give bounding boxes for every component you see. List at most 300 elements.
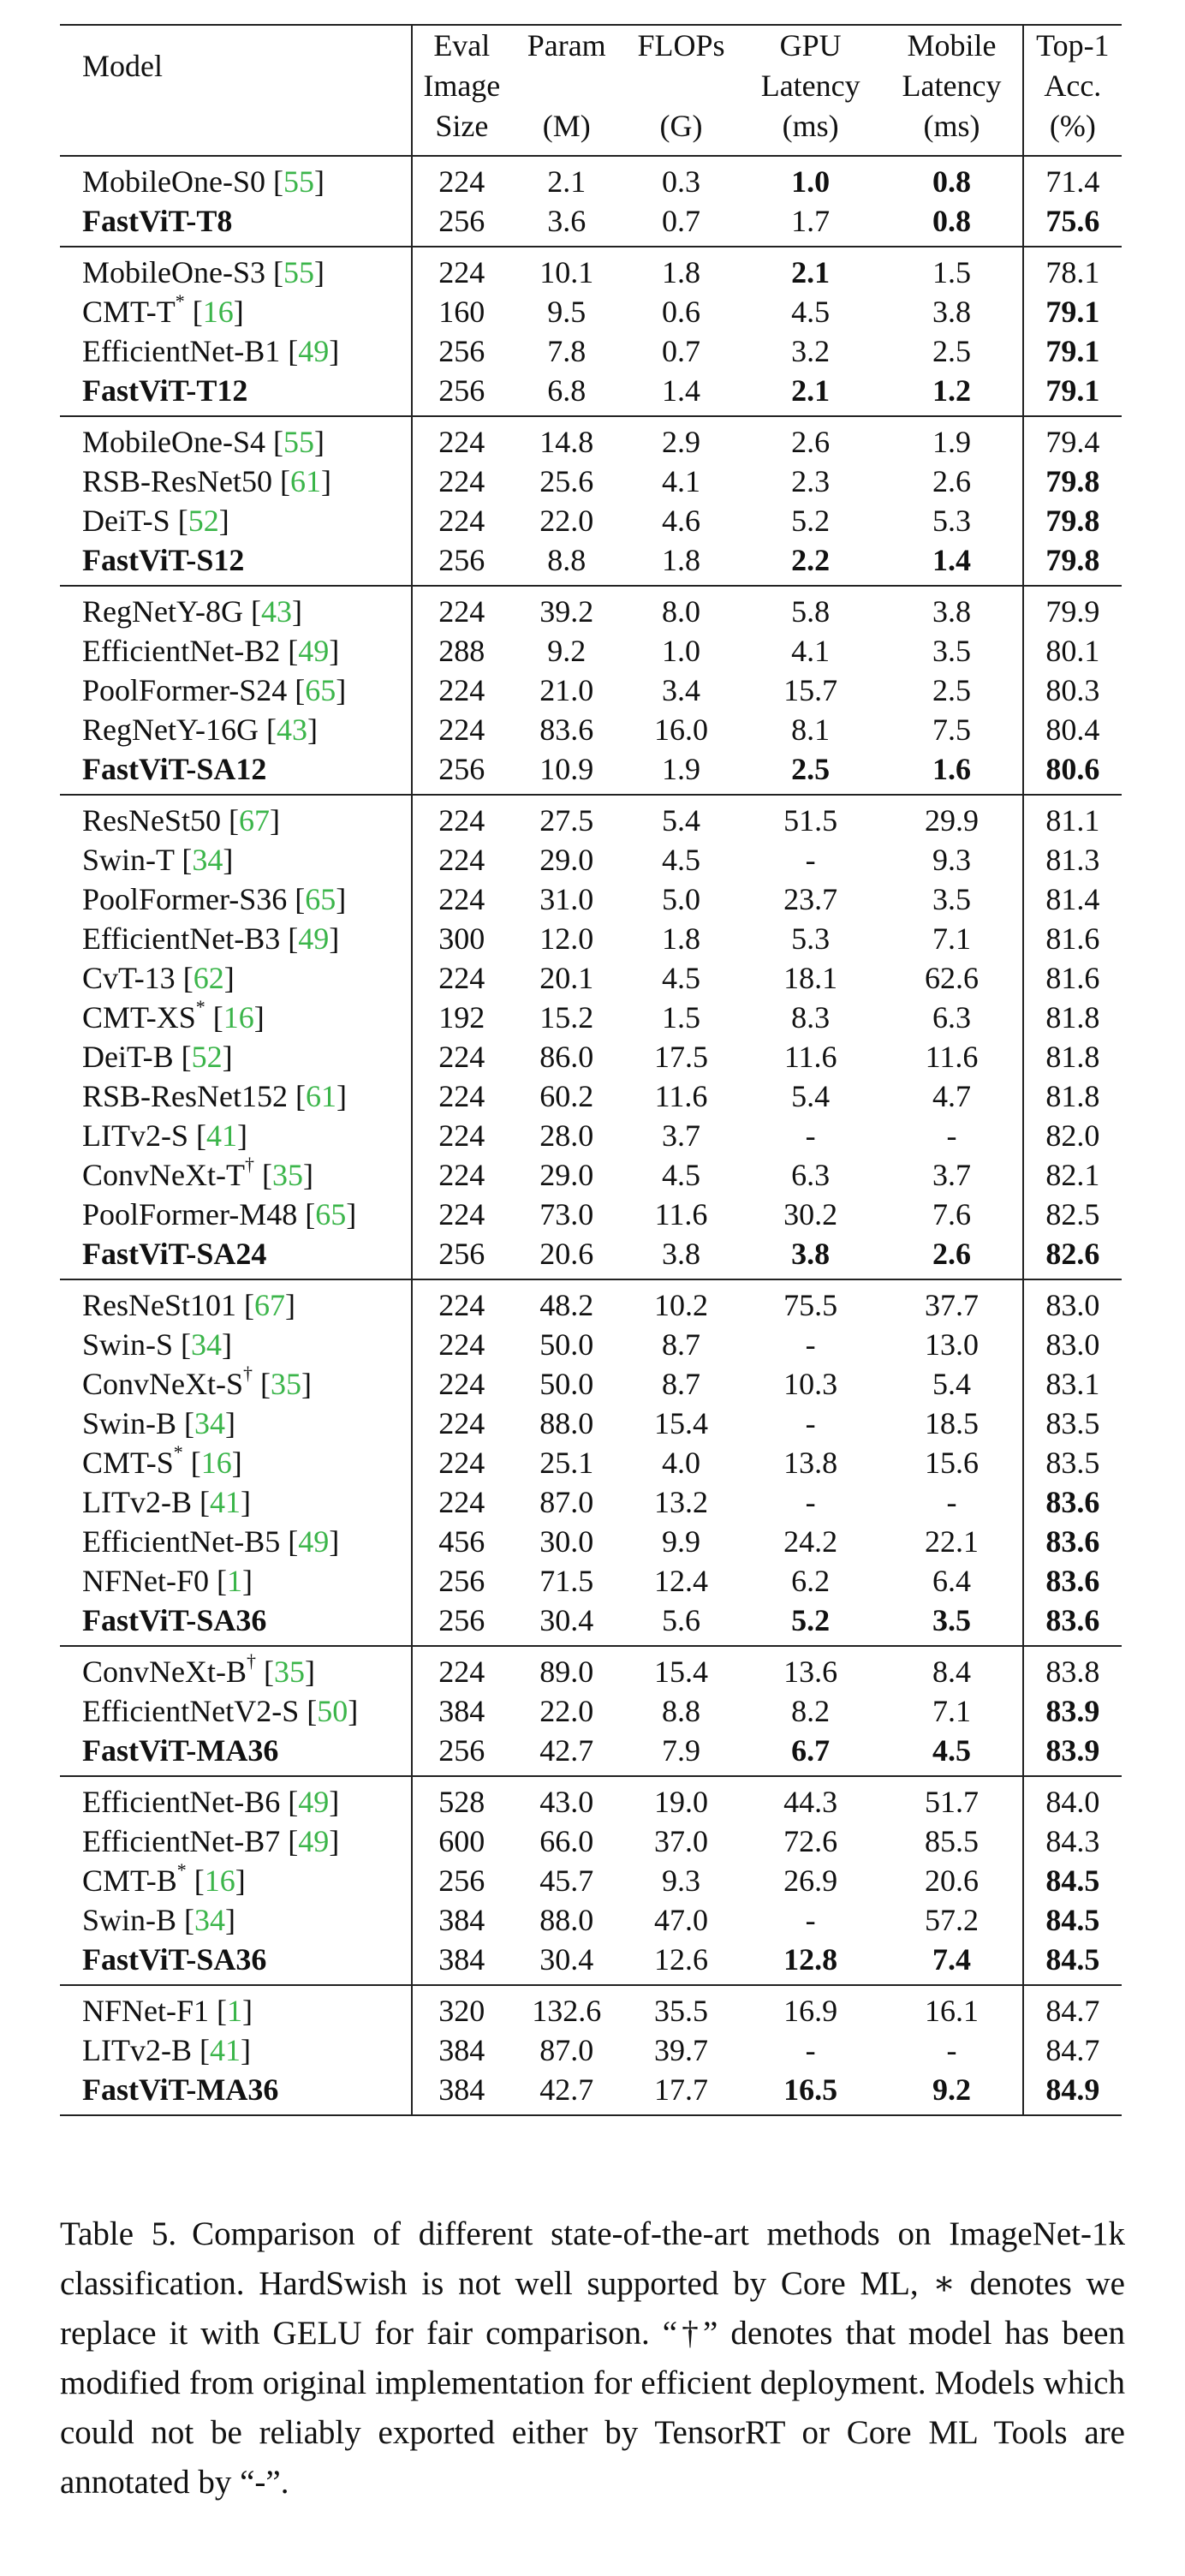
citation-link[interactable]: 41 — [209, 1485, 241, 1519]
citation-link[interactable]: 35 — [274, 1655, 305, 1689]
param-cell: 30.0 — [539, 1524, 594, 1559]
gpu-latency-cell: - — [805, 2033, 816, 2067]
citation-link[interactable]: 65 — [305, 673, 336, 707]
flops-cell: 4.6 — [661, 504, 700, 538]
eval-size-cell: 224 — [438, 1406, 485, 1440]
mobile-latency-cell: 7.1 — [881, 919, 1022, 958]
gpu-latency-cell: 2.1 — [740, 247, 881, 292]
table-row — [60, 1861, 1122, 1900]
flops-cell: 12.6 — [653, 1942, 708, 1977]
citation-link[interactable]: 65 — [315, 1197, 347, 1231]
citation-link[interactable]: 35 — [271, 1367, 301, 1401]
top1-acc-cell: 84.0 — [1023, 1776, 1122, 1822]
model-footnote-mark: † — [247, 1650, 256, 1672]
gpu-latency-cell: 8.2 — [791, 1694, 831, 1728]
gpu-latency-cell: 5.2 — [791, 504, 831, 538]
model-name: ResNeSt101 — [82, 1288, 236, 1322]
mobile-latency-cell: 3.5 — [881, 880, 1022, 919]
flops-cell: 11.6 — [654, 1079, 708, 1113]
model-name-cell: ConvNeXt-T† [35] — [60, 1155, 412, 1195]
param-cell: 89.0 — [510, 1646, 622, 1691]
top1-acc-cell: 75.6 — [1045, 204, 1100, 238]
flops-cell: 13.2 — [653, 1485, 708, 1519]
header-param-3: (M) — [542, 109, 591, 143]
param-cell: 73.0 — [539, 1197, 594, 1231]
citation-link[interactable]: 34 — [191, 1327, 223, 1362]
citation-link[interactable]: 61 — [306, 1079, 337, 1113]
gpu-latency-cell: 72.6 — [783, 1824, 838, 1858]
model-footnote-mark: * — [176, 1859, 187, 1881]
table-row — [60, 371, 1122, 416]
table-row — [60, 1195, 1122, 1234]
eval-size-cell: 224 — [412, 795, 510, 840]
top1-acc-cell: 83.8 — [1023, 1646, 1122, 1691]
citation-link[interactable]: 55 — [283, 164, 314, 199]
mobile-latency-cell: 8.4 — [881, 1646, 1022, 1691]
model-name-cell: PoolFormer-S24 [65] — [60, 671, 412, 710]
model-name: ConvNeXt-S — [82, 1367, 243, 1401]
top1-acc-cell: 83.5 — [1045, 1446, 1100, 1480]
flops-cell: 1.5 — [661, 1000, 700, 1035]
table-group — [60, 156, 1122, 247]
eval-size-cell: 256 — [438, 752, 485, 786]
citation-link[interactable]: 16 — [223, 1000, 254, 1035]
flops-cell: 4.5 — [661, 843, 700, 877]
citation-link[interactable]: 49 — [298, 921, 330, 956]
param-cell: 21.0 — [539, 673, 594, 707]
model-name: MobileOne-S0 — [82, 164, 265, 199]
citation-link[interactable]: 41 — [209, 2033, 241, 2067]
table-row — [60, 1443, 1122, 1482]
flops-cell: 15.4 — [653, 1406, 708, 1440]
top1-acc-cell: 83.9 — [1045, 1694, 1100, 1728]
eval-size-cell: 256 — [438, 1863, 485, 1898]
gpu-latency-cell: 13.6 — [740, 1646, 881, 1691]
table-row — [60, 1601, 1122, 1646]
mobile-latency-cell: 0.8 — [881, 201, 1022, 247]
eval-size-cell: 300 — [438, 921, 485, 956]
model-name: Swin-B — [82, 1903, 177, 1937]
param-cell: 66.0 — [539, 1824, 594, 1858]
eval-size-cell: 224 — [412, 416, 510, 462]
model-name: NFNet-F0 — [82, 1564, 210, 1598]
flops-cell: 1.8 — [661, 921, 700, 956]
flops-cell: 2.9 — [622, 416, 740, 462]
gpu-latency-cell: 8.3 — [791, 1000, 831, 1035]
citation-link[interactable]: 35 — [271, 1158, 303, 1192]
flops-cell: 4.5 — [661, 1158, 700, 1192]
flops-cell: 16.0 — [653, 713, 708, 747]
model-name-cell: RSB-ResNet152 [61] — [60, 1076, 412, 1116]
table-row — [60, 1776, 1122, 1822]
flops-cell: 1.4 — [661, 373, 700, 408]
model-name-cell: EfficientNet-B7 [49] — [60, 1822, 412, 1861]
table-group — [60, 1776, 1122, 1985]
eval-size-cell: 224 — [438, 1118, 485, 1153]
param-cell: 87.0 — [539, 2033, 594, 2067]
model-name-cell — [60, 1940, 412, 1985]
eval-size-cell: 256 — [438, 1564, 485, 1598]
param-cell: 20.1 — [539, 961, 594, 995]
top1-acc-cell: 83.6 — [1045, 1524, 1100, 1559]
header-gpu-3: (ms) — [782, 109, 839, 143]
table-row — [60, 586, 1122, 631]
top1-acc-cell: 81.6 — [1045, 921, 1100, 956]
eval-size-cell: 224 — [412, 1646, 510, 1691]
eval-size-cell: 384 — [412, 2070, 510, 2115]
top1-acc-cell: 83.5 — [1045, 1406, 1100, 1440]
citation-link[interactable]: 43 — [276, 713, 307, 747]
param-cell: 132.6 — [510, 1985, 622, 2030]
table-row — [60, 749, 1122, 795]
citation-link[interactable]: 34 — [192, 843, 223, 877]
model-name: Swin-S — [82, 1327, 174, 1362]
top1-acc-cell: 83.9 — [1045, 1733, 1100, 1768]
header-top1-2: Acc. — [1044, 69, 1102, 103]
top1-acc-cell: 83.6 — [1045, 1485, 1100, 1519]
model-footnote-mark: † — [244, 1154, 254, 1175]
top1-acc-cell: 84.5 — [1045, 1942, 1100, 1977]
top1-acc-cell: 79.8 — [1045, 464, 1100, 498]
table-row — [60, 1076, 1122, 1116]
model-name: ResNeSt50 — [82, 803, 221, 838]
eval-size-cell: 288 — [438, 634, 485, 668]
citation-link[interactable]: 52 — [191, 1040, 223, 1074]
model-name-cell: EfficientNet-B5 [49] — [60, 1522, 412, 1561]
citation-link[interactable]: 61 — [290, 464, 322, 498]
model-name: RegNetY-8G — [82, 594, 243, 629]
header-top1-3: (%) — [1049, 109, 1096, 143]
eval-size-cell: 600 — [438, 1824, 485, 1858]
results-table — [60, 24, 1122, 2116]
citation-link[interactable]: 34 — [194, 1406, 226, 1440]
eval-size-cell: 224 — [438, 843, 485, 877]
header-eval-size-3: Size — [435, 109, 489, 143]
table-row — [60, 1900, 1122, 1940]
param-cell: 20.6 — [539, 1237, 594, 1271]
model-name: CMT-XS — [82, 1000, 196, 1035]
gpu-latency-cell: 6.2 — [791, 1564, 831, 1598]
mobile-latency-cell: 2.5 — [881, 671, 1022, 710]
model-name-cell: LITv2-B [41] — [60, 2030, 412, 2070]
model-name-cell: MobileOne-S3 [55] — [60, 247, 412, 292]
flops-cell: 35.5 — [622, 1985, 740, 2030]
flops-cell: 19.0 — [622, 1776, 740, 1822]
mobile-latency-cell: - — [881, 2030, 1022, 2070]
flops-cell: 8.7 — [661, 1367, 700, 1401]
eval-size-cell: 224 — [438, 1446, 485, 1480]
flops-cell: 4.0 — [661, 1446, 700, 1480]
gpu-latency-cell: 3.2 — [791, 334, 831, 368]
eval-size-cell: 256 — [438, 1603, 485, 1637]
flops-cell: 7.9 — [661, 1733, 700, 1768]
flops-cell: 17.7 — [622, 2070, 740, 2115]
header-eval-size-2: Image — [423, 69, 501, 103]
flops-cell: 47.0 — [653, 1903, 708, 1937]
table-row — [60, 880, 1122, 919]
model-name: MobileOne-S3 — [82, 255, 265, 289]
gpu-latency-cell: 26.9 — [783, 1863, 838, 1898]
flops-cell: 11.6 — [654, 1197, 708, 1231]
param-cell: 22.0 — [539, 504, 594, 538]
flops-cell: 1.9 — [661, 752, 700, 786]
header-top1-1: Top-1 — [1023, 25, 1122, 66]
model-name: Swin-T — [82, 843, 175, 877]
citation-link[interactable]: 62 — [193, 961, 224, 995]
model-name: LITv2-S — [82, 1118, 188, 1153]
param-cell: 50.0 — [539, 1367, 594, 1401]
model-name-cell — [60, 2070, 412, 2115]
gpu-latency-cell: 23.7 — [783, 882, 838, 916]
model-name-cell — [60, 201, 412, 247]
table-row — [60, 331, 1122, 371]
top1-acc-cell: 78.1 — [1023, 247, 1122, 292]
mobile-latency-cell: 9.2 — [881, 2070, 1022, 2115]
eval-size-cell: 224 — [412, 1279, 510, 1325]
model-name-cell — [60, 540, 412, 586]
mobile-latency-cell: 3.7 — [881, 1155, 1022, 1195]
gpu-latency-cell: - — [805, 1118, 816, 1153]
mobile-latency-cell: 29.9 — [881, 795, 1022, 840]
citation-link[interactable]: 1 — [227, 1994, 243, 2028]
table-row — [60, 416, 1122, 462]
model-name: CMT-B — [82, 1863, 177, 1898]
model-name: EfficientNet-B6 — [82, 1785, 281, 1819]
gpu-latency-cell: 3.8 — [791, 1237, 831, 1271]
model-name-cell: Swin-B [34] — [60, 1900, 412, 1940]
top1-acc-cell: 84.7 — [1045, 2033, 1100, 2067]
model-name: EfficientNetV2-S — [82, 1694, 300, 1728]
citation-link[interactable]: 43 — [260, 594, 292, 629]
model-name-cell: MobileOne-S0 [55] — [60, 156, 412, 201]
caption-label: Table 5. — [60, 2215, 177, 2252]
model-name: Swin-B — [82, 1406, 177, 1440]
citation-link[interactable]: 67 — [239, 803, 270, 838]
model-name: LITv2-B — [82, 1485, 192, 1519]
table-row — [60, 1116, 1122, 1155]
model-name: PoolFormer-S36 — [82, 882, 288, 916]
mobile-latency-cell: 5.3 — [881, 501, 1022, 540]
model-footnote-mark: * — [175, 290, 185, 312]
table-row — [60, 671, 1122, 710]
flops-cell: 10.2 — [622, 1279, 740, 1325]
mobile-latency-cell: 1.2 — [881, 371, 1022, 416]
citation-link[interactable]: 16 — [202, 295, 234, 329]
model-name: EfficientNet-B2 — [82, 634, 281, 668]
table-row — [60, 1940, 1122, 1985]
param-cell: 29.0 — [539, 1158, 594, 1192]
top1-acc-cell: 79.9 — [1023, 586, 1122, 631]
model-name: PoolFormer-S24 — [82, 673, 288, 707]
model-name: ConvNeXt-T — [82, 1158, 245, 1192]
flops-cell: 5.0 — [661, 882, 700, 916]
mobile-latency-cell: 2.5 — [881, 331, 1022, 371]
gpu-latency-cell: 8.1 — [791, 713, 831, 747]
eval-size-cell: 384 — [438, 2033, 485, 2067]
top1-acc-cell: 83.0 — [1045, 1327, 1100, 1362]
param-cell: 45.7 — [539, 1863, 594, 1898]
mobile-latency-cell: 1.5 — [881, 247, 1022, 292]
eval-size-cell: 224 — [438, 673, 485, 707]
top1-acc-cell: 81.8 — [1045, 1040, 1100, 1074]
model-name-cell: PoolFormer-S36 [65] — [60, 880, 412, 919]
table-row — [60, 462, 1122, 501]
mobile-latency-cell: 18.5 — [881, 1404, 1022, 1443]
citation-link[interactable]: 16 — [200, 1446, 232, 1480]
gpu-latency-cell: 10.3 — [783, 1367, 838, 1401]
gpu-latency-cell: 11.6 — [783, 1040, 837, 1074]
citation-link[interactable]: 50 — [317, 1694, 348, 1728]
eval-size-cell: 384 — [438, 1942, 485, 1977]
flops-cell: 9.3 — [661, 1863, 700, 1898]
param-cell: 43.0 — [510, 1776, 622, 1822]
table-row — [60, 1522, 1122, 1561]
top1-acc-cell: 84.3 — [1045, 1824, 1100, 1858]
citation-link[interactable]: 49 — [298, 1824, 330, 1858]
model-name-cell — [60, 371, 412, 416]
param-cell: 28.0 — [539, 1118, 594, 1153]
mobile-latency-cell: 3.5 — [881, 1601, 1022, 1646]
citation-link[interactable]: 55 — [283, 255, 314, 289]
top1-acc-cell: 79.1 — [1045, 334, 1100, 368]
mobile-latency-cell: 16.1 — [881, 1985, 1022, 2030]
mobile-latency-cell: 7.1 — [881, 1691, 1022, 1731]
gpu-latency-cell: 13.8 — [783, 1446, 838, 1480]
table-group — [60, 1646, 1122, 1776]
model-name: FastViT-SA12 — [82, 752, 267, 786]
param-cell: 8.8 — [547, 543, 587, 577]
param-cell: 42.7 — [539, 1733, 594, 1768]
header-flops-2 — [622, 66, 740, 106]
table-row — [60, 292, 1122, 331]
citation-link[interactable]: 49 — [298, 1785, 330, 1819]
gpu-latency-cell: 1.0 — [740, 156, 881, 201]
flops-cell: 37.0 — [653, 1824, 708, 1858]
param-cell: 60.2 — [539, 1079, 594, 1113]
mobile-latency-cell: 85.5 — [881, 1822, 1022, 1861]
flops-cell: 5.6 — [661, 1603, 700, 1637]
param-cell: 31.0 — [539, 882, 594, 916]
top1-acc-cell: 79.4 — [1023, 416, 1122, 462]
top1-acc-cell: 82.6 — [1045, 1237, 1100, 1271]
flops-cell: 4.5 — [661, 961, 700, 995]
top1-acc-cell: 81.6 — [1045, 961, 1100, 995]
flops-cell: 8.7 — [661, 1327, 700, 1362]
model-name-cell: Swin-T [34] — [60, 840, 412, 880]
model-name-cell: EfficientNet-B1 [49] — [60, 331, 412, 371]
gpu-latency-cell: 2.3 — [791, 464, 831, 498]
param-cell: 27.5 — [510, 795, 622, 840]
citation-link[interactable]: 16 — [204, 1863, 235, 1898]
header-param-1: Param — [510, 25, 622, 66]
model-footnote-mark: † — [243, 1363, 253, 1384]
eval-size-cell: 528 — [412, 1776, 510, 1822]
param-cell: 48.2 — [510, 1279, 622, 1325]
table-row — [60, 1731, 1122, 1776]
mobile-latency-cell: 57.2 — [881, 1900, 1022, 1940]
eval-size-cell: 224 — [438, 1327, 485, 1362]
flops-cell: 0.3 — [622, 156, 740, 201]
mobile-latency-cell: 37.7 — [881, 1279, 1022, 1325]
mobile-latency-cell: 13.0 — [881, 1325, 1022, 1364]
table-row — [60, 501, 1122, 540]
model-name: DeiT-S — [82, 504, 170, 538]
model-name-cell — [60, 1601, 412, 1646]
model-name-cell: ResNeSt50 [67] — [60, 795, 412, 840]
top1-acc-cell: 80.6 — [1045, 752, 1100, 786]
model-name: FastViT-SA36 — [82, 1603, 267, 1637]
model-name-cell: PoolFormer-M48 [65] — [60, 1195, 412, 1234]
model-name: NFNet-F1 — [82, 1994, 210, 2028]
model-name: CMT-T — [82, 295, 176, 329]
table-group — [60, 1985, 1122, 2115]
param-cell: 22.0 — [539, 1694, 594, 1728]
flops-cell: 17.5 — [653, 1040, 708, 1074]
citation-link[interactable]: 41 — [205, 1118, 237, 1153]
eval-size-cell: 224 — [438, 1197, 485, 1231]
table-row — [60, 1325, 1122, 1364]
flops-cell: 4.1 — [661, 464, 700, 498]
gpu-latency-cell: 2.2 — [791, 543, 831, 577]
param-cell: 25.1 — [539, 1446, 594, 1480]
mobile-latency-cell: 9.3 — [881, 840, 1022, 880]
top1-acc-cell: 81.8 — [1045, 1079, 1100, 1113]
table-row — [60, 1691, 1122, 1731]
gpu-latency-cell: 30.2 — [783, 1197, 838, 1231]
param-cell: 30.4 — [539, 1942, 594, 1977]
mobile-latency-cell: - — [881, 1482, 1022, 1522]
citation-link[interactable]: 55 — [283, 425, 314, 459]
citation-link[interactable]: 49 — [298, 1524, 330, 1559]
top1-acc-cell: 83.6 — [1045, 1564, 1100, 1598]
flops-cell: 39.7 — [653, 2033, 708, 2067]
model-name-cell: NFNet-F0 [1] — [60, 1561, 412, 1601]
eval-size-cell: 256 — [438, 204, 485, 238]
top1-acc-cell: 80.1 — [1045, 634, 1100, 668]
table-row — [60, 156, 1122, 201]
eval-size-cell: 224 — [438, 1079, 485, 1113]
model-name-cell: EfficientNet-B3 [49] — [60, 919, 412, 958]
eval-size-cell: 224 — [438, 961, 485, 995]
citation-link[interactable]: 49 — [298, 634, 330, 668]
gpu-latency-cell: 6.7 — [791, 1733, 831, 1768]
eval-size-cell: 384 — [438, 1903, 485, 1937]
citation-link[interactable]: 65 — [305, 882, 336, 916]
gpu-latency-cell: 12.8 — [783, 1942, 838, 1977]
model-name-cell: DeiT-S [52] — [60, 501, 412, 540]
model-name-cell: CvT-13 [62] — [60, 958, 412, 998]
top1-acc-cell: 83.6 — [1045, 1603, 1100, 1637]
citation-link[interactable]: 49 — [298, 334, 330, 368]
model-name-cell: RegNetY-16G [43] — [60, 710, 412, 749]
gpu-latency-cell: 44.3 — [740, 1776, 881, 1822]
gpu-latency-cell: 1.7 — [791, 204, 831, 238]
top1-acc-cell: 83.1 — [1045, 1367, 1100, 1401]
param-cell: 3.6 — [547, 204, 587, 238]
table-row — [60, 1155, 1122, 1195]
table-row — [60, 1037, 1122, 1076]
top1-acc-cell: 84.5 — [1045, 1863, 1100, 1898]
gpu-latency-cell: 2.5 — [791, 752, 831, 786]
eval-size-cell: 224 — [412, 156, 510, 201]
mobile-latency-cell: 3.8 — [881, 586, 1022, 631]
citation-link[interactable]: 67 — [254, 1288, 285, 1322]
citation-link[interactable]: 52 — [188, 504, 219, 538]
table-row — [60, 1364, 1122, 1404]
citation-link[interactable]: 34 — [194, 1903, 226, 1937]
citation-link[interactable]: 1 — [227, 1564, 243, 1598]
table-group — [60, 1279, 1122, 1646]
